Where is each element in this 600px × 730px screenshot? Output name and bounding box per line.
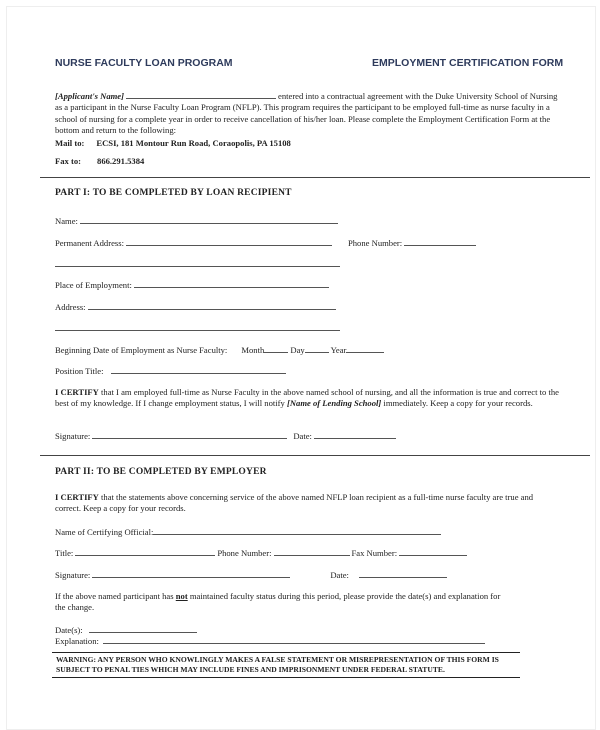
place-of-employment-field[interactable] — [134, 279, 329, 288]
employment-row — [55, 279, 331, 291]
address-row — [55, 237, 478, 249]
explanation-label: Explanation: — [55, 636, 99, 646]
explanation-row — [55, 635, 487, 647]
employer-address-field[interactable] — [88, 301, 336, 310]
phone-label: Phone Number: — [347, 238, 403, 248]
date-field[interactable] — [359, 569, 447, 578]
part2-title: PART II: TO BE COMPLETED BY EMPLOYER — [55, 467, 267, 477]
address-line-2 — [55, 258, 340, 270]
part1-certification — [55, 387, 560, 410]
status-change-note — [55, 591, 510, 614]
intro-text: entered into a contractual agreement with the Duke University School of Nursing as a participant in the Nurse Faculty Loan Program (NFLP). This program requires the participant to be employed full-time as nurse faculty in a school of nursing for a complete year in order to receive cancellation of his/her loan. Please complete the Employment Certification Form at the bottom and return to the following: — [55, 91, 558, 135]
dates-label: Date(s): — [55, 625, 83, 635]
place-of-employment-label: Place of Employment: — [55, 280, 132, 290]
part2-certification — [55, 492, 560, 515]
signature-label: Signature: — [55, 570, 91, 580]
signature-field[interactable] — [92, 569, 290, 578]
warning-notice: WARNING: ANY PERSON WHO KNOWLINGLY MAKES A FALSE STATEMENT OR MISREPRESENTATION OF THIS FORM IS SUBJECT TO PENAL TIES WHICH MAY INCLUDE FINES AND IMPRISONMENT UNDER FEDERAL STATUTE. — [52, 652, 520, 678]
date-label: Date: — [330, 570, 349, 580]
position-row — [55, 365, 288, 377]
year-label: Year — [330, 345, 347, 355]
position-title-field[interactable] — [111, 365, 286, 374]
phone-field[interactable] — [274, 547, 350, 556]
phone-field[interactable] — [404, 237, 476, 246]
date-label: Date: — [293, 431, 312, 441]
applicant-name-label: [Applicant's Name] — [55, 91, 124, 101]
signature-label: Signature: — [55, 431, 91, 441]
day-field[interactable] — [305, 344, 329, 353]
date-field[interactable] — [314, 430, 396, 439]
part1-signature-row — [55, 430, 398, 442]
fax-label: Fax Number: — [351, 548, 398, 558]
certifying-official-label: Name of Certifying Official: — [55, 527, 154, 537]
employer-address-field-2[interactable] — [55, 322, 340, 331]
note-text-2: maintained faculty status during this period, please provide the date(s) and explanation for the change. — [55, 591, 501, 613]
phone-label: Phone Number: — [217, 548, 272, 558]
lending-school: [Name of Lending School] — [286, 398, 382, 409]
note-text: If the above named participant has — [55, 591, 176, 601]
certify-text: that I am employed full-time as Nurse Faculty in the above named school of nursing, and all the information is true and correct to the best of my knowledge. If I change employment status, I will notify — [55, 387, 559, 409]
title-row — [55, 547, 469, 559]
intro-paragraph — [55, 90, 560, 136]
address-label: Address: — [55, 302, 86, 312]
mail-to — [55, 138, 291, 149]
certifying-official-row — [55, 526, 443, 538]
part1-title: PART I: TO BE COMPLETED BY LOAN RECIPIENT — [55, 188, 292, 198]
mail-address: ECSI, 181 Montour Run Road, Coraopolis, PA 15108 — [96, 138, 291, 148]
name-field[interactable] — [80, 215, 338, 224]
employer-address-line-2 — [55, 322, 340, 334]
divider — [40, 455, 590, 456]
title-label: Title: — [55, 548, 74, 558]
certify-text: that the statements above concerning service of the above named NFLP loan recipient as a full-time nurse faculty are true and correct. Keep a copy for your records. — [55, 492, 534, 514]
month-field[interactable] — [264, 344, 288, 353]
fax-to — [55, 156, 144, 167]
signature-field[interactable] — [92, 430, 287, 439]
name-row — [55, 215, 340, 227]
permanent-address-field-2[interactable] — [55, 258, 340, 267]
certify-bold: I CERTIFY — [55, 387, 99, 397]
part2-signature-row — [55, 569, 449, 581]
certifying-official-field[interactable] — [153, 526, 441, 535]
beginning-date-row — [55, 344, 384, 356]
month-label: Month — [241, 345, 265, 355]
day-label: Day — [290, 345, 305, 355]
title-field[interactable] — [75, 547, 215, 556]
not-emphasis: not — [175, 591, 188, 601]
program-title: NURSE FACULTY LOAN PROGRAM — [55, 57, 233, 69]
form-title: EMPLOYMENT CERTIFICATION FORM — [372, 57, 564, 69]
position-title-label: Position Title: — [55, 366, 104, 376]
divider — [40, 177, 590, 178]
fax-label: Fax to: — [55, 156, 82, 166]
applicant-name-field[interactable] — [126, 90, 276, 99]
certify-end: immediately. Keep a copy for your records. — [381, 398, 533, 409]
year-field[interactable] — [346, 344, 384, 353]
mail-label: Mail to: — [55, 138, 85, 148]
name-label: Name: — [55, 216, 78, 226]
employer-address-row — [55, 301, 338, 313]
beginning-date-label: Beginning Date of Employment as Nurse Faculty: — [55, 345, 228, 355]
permanent-address-label: Permanent Address: — [55, 238, 124, 248]
certify-bold: I CERTIFY — [55, 492, 99, 502]
permanent-address-field[interactable] — [126, 237, 332, 246]
dates-field[interactable] — [89, 624, 197, 633]
explanation-field[interactable] — [103, 635, 485, 644]
fax-number: 866.291.5384 — [97, 156, 145, 166]
fax-field[interactable] — [399, 547, 467, 556]
